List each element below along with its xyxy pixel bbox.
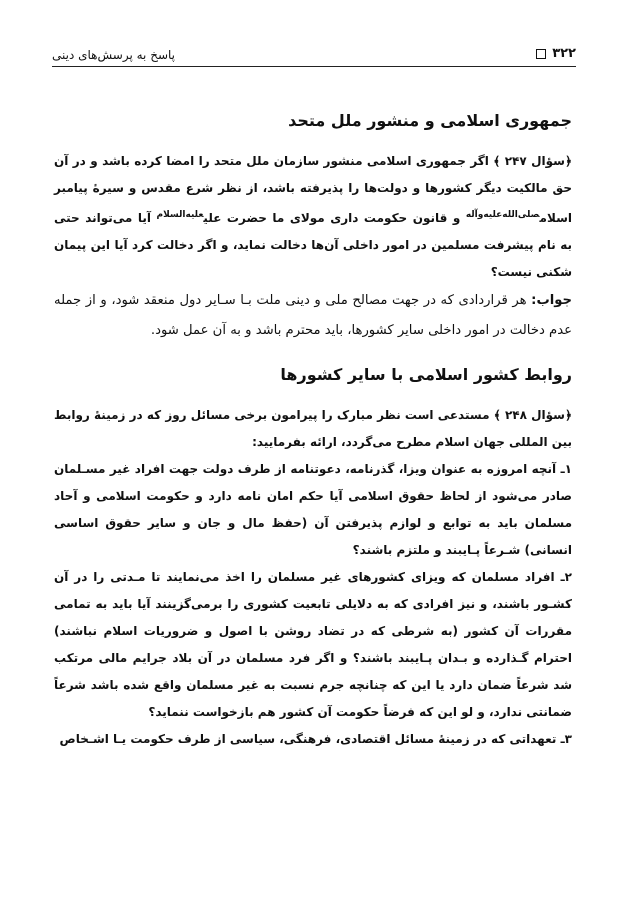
question-text-part1: اگر جمهوری اسلامی منشور سازمان ملل متحد را امضا کرده باشد و در آن حق مالکیت دیگر کشورها و دولت‌ها را پذیرفته باشد، از نظر شرع مقدس و سیرهٔ پیامبر اسلام — [54, 154, 572, 225]
question-item-1: ۱ـ آنچه امروزه به عنوان ویزا، گذرنامه، دعوتنامه از طرف دولت جهت افراد غیر مسـلمان صادر می‌شود از لحاظ حقوق اسلامی آیا حکم امان نامه دارد و حکومت اسلامی و آحاد مسلمان باید به توابع و لوازم پذیرفتن آن (حفظ مال و جان و سایر حقوق اساسی انسانی) شـرعاً پـایبند و ملتزم باشند؟ — [54, 462, 572, 557]
question-248 — [54, 402, 572, 456]
honorific-mark: علیه‌السلام — [156, 210, 204, 220]
answer-label: جواب: — [531, 293, 572, 308]
question-item-3: ۳ـ تعهداتی که در زمینهٔ مسائل اقتصادی، فرهنگی، سیاسی از طرف حکومت یـا اشـخاص — [59, 732, 572, 746]
question-text-part2: و قانون حکومت داری مولای ما حضرت علی — [203, 211, 466, 225]
section-heading: جمهوری اسلامی و منشور ملل متحد — [288, 111, 572, 130]
section-heading: روابط کشور اسلامی با سایر کشورها — [280, 365, 572, 384]
section-islamic-republic-un-charter — [54, 108, 572, 346]
question-label: ﴿سؤال ۲۴۷ ﴾ — [493, 154, 572, 168]
running-header — [52, 42, 576, 67]
book-title: پاسخ به پرسش‌های دینی — [52, 48, 176, 62]
question-item-2: ۲ـ افراد مسلمان که ویزای کشورهای غیر مسلمان را اخذ می‌نمایند تا مـدتی را در آن کشـور باشند، و نیز افرادی که به دلایلی تابعیت کشوری را برمی‌گزینند آیا باید به تمامی مقررات آن کشور (به شرطی که در تضاد روشن با اصول و ضروریات اسلام نباشند) احترام گـذارده و بـدان پـایبند باشند؟ و اگر فرد مسلمان در آن بلاد جرایم مالی مرتکب شد شرعاً ضمان دارد یا این که چنانچه جرم نسبت به غیر مسلمان واقع شده باشد شرعاً ضمانتی ندارد، و لو این که فرضاً حکومت آن کشور هم بازخواست ننماید؟ — [54, 570, 572, 719]
square-bullet-icon — [536, 49, 546, 59]
page-number-group — [536, 46, 576, 61]
question-text-part3: آیا می‌تواند حتی به نام پیشرفت مسلمین در امور داخلی آن‌ها دخالت نماید، و اگر دخالت کرد آیا این پیمان شکنی نیست؟ — [54, 211, 572, 279]
honorific-mark: صلی‌الله‌علیه‌وآله — [465, 210, 540, 220]
question-label: ﴿سؤال ۲۴۸ ﴾ — [493, 408, 572, 422]
question-247 — [54, 148, 572, 286]
page-number: ۳۲۲ — [552, 46, 576, 61]
section-foreign-relations — [54, 362, 572, 753]
answer-text: هر قراردادی که در جهت مصالح ملی و دینی ملت بـا سـایر دول منعقد شود، و از جمله عدم دخالت در امور داخلی سایر کشورها، باید محترم باشد و به آن عمل شود. — [54, 293, 572, 338]
question-text: مستدعی است نظر مبارک را پیرامون برخی مسائل روز که در زمینهٔ روابط بین المللی جهان اسلام مطرح می‌گردد، ارائه بفرمایید: — [54, 408, 572, 449]
page-content — [54, 108, 572, 753]
answer-247 — [54, 286, 572, 346]
